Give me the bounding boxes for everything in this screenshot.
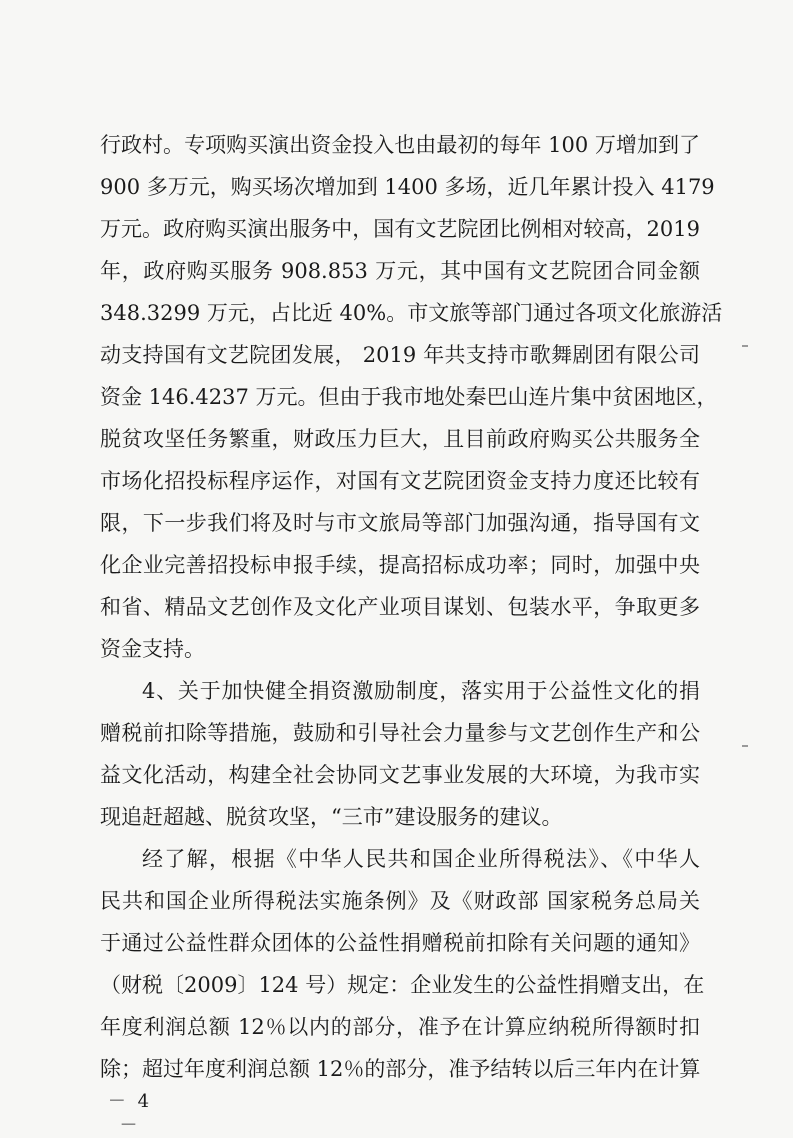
text-line: 资金 146.4237 万元。但由于我市地处秦巴山连片集中贫困地区， [100, 385, 718, 409]
margin-mark [742, 745, 748, 747]
text-line: 于通过公益性群众团体的公益性捐赠税前扣除有关问题的通知》 [100, 931, 700, 955]
text-line: 除；超过年度利润总额 12％的部分，准予结转以后三年内在计算 [100, 1057, 701, 1081]
text-line: 万元。政府购买演出服务中，国有文艺院团比例相对较高，2019 [100, 217, 700, 241]
text-line: 和省、精品文艺创作及文化产业项目谋划、包装水平，争取更多 [100, 595, 700, 619]
text-line: 民共和国企业所得税法实施条例》及《财政部 国家税务总局关 [100, 889, 700, 913]
text-line: 900 多万元，购买场次增加到 1400 多场，近几年累计投入 4179 [100, 175, 715, 199]
text-line: 化企业完善招投标申报手续，提高招标成功率；同时，加强中央 [100, 553, 700, 577]
text-line: 348.3299 万元，占比近 40%。市文旅等部门通过各项文化旅游活 [100, 301, 723, 325]
margin-mark [742, 345, 748, 347]
text-line: 动支持国有文艺院团发展， 2019 年共支持市歌舞剧团有限公司 [100, 343, 700, 367]
text-line: 4、关于加快健全捐资激励制度，落实用于公益性文化的捐 [142, 679, 700, 703]
text-line: 赠税前扣除等措施，鼓励和引导社会力量参与文艺创作生产和公 [100, 721, 700, 745]
text-line: 经了解，根据《中华人民共和国企业所得税法》、《中华人 [142, 847, 700, 871]
text-line: 资金支持。 [100, 637, 205, 661]
text-line: 市场化招投标程序运作，对国有文艺院团资金支持力度还比较有 [100, 469, 700, 493]
text-line: 脱贫攻坚任务繁重，财政压力巨大，且目前政府购买公共服务全 [100, 427, 700, 451]
text-line: 现追赶超越、脱贫攻坚，“三市”建设服务的建议。 [100, 805, 563, 829]
text-line: 年，政府购买服务 908.853 万元，其中国有文艺院团合同金额 [100, 259, 700, 283]
text-line: 年度利润总额 12％以内的部分，准予在计算应纳税所得额时扣 [100, 1015, 700, 1039]
text-line: （财税〔2009〕124 号）规定：企业发生的公益性捐赠支出，在 [100, 973, 705, 997]
text-line: 益文化活动，构建全社会协同文艺事业发展的大环境，为我市实 [100, 763, 700, 787]
text-line: 行政村。专项购买演出资金投入也由最初的每年 100 万增加到了 [100, 133, 700, 157]
page-number: － 4 － [107, 1091, 153, 1136]
text-line: 限，下一步我们将及时与市文旅局等部门加强沟通，指导国有文 [100, 511, 700, 535]
